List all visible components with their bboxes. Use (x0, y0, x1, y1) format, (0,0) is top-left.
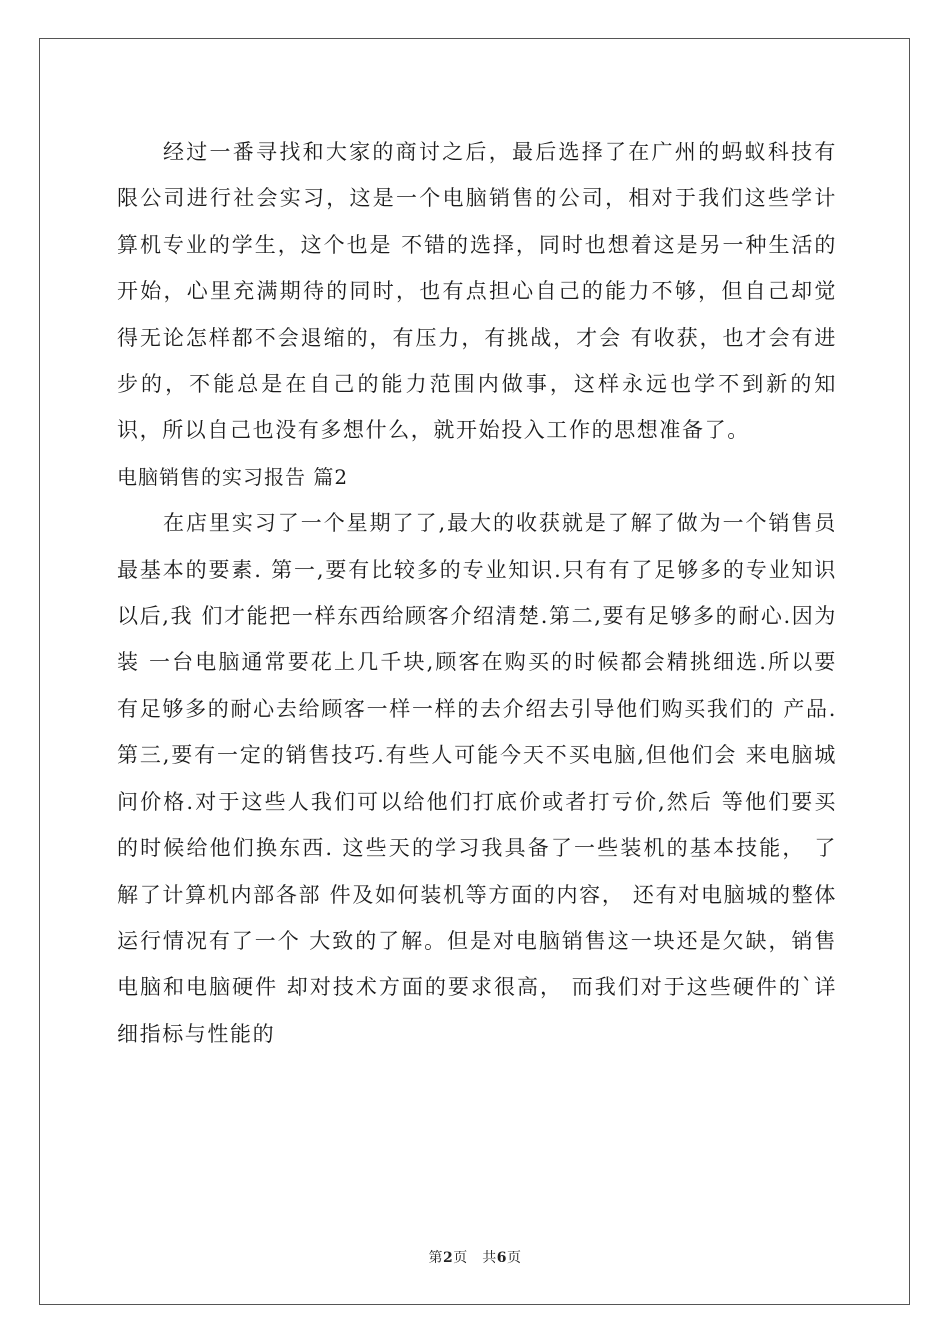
section-heading: 电脑销售的实习报告 篇2 (117, 464, 349, 489)
body-paragraph: 在店里实习了一个星期了了,最大的收获就是了解了做为一个销售员最基本的要素. 第一,要有比较多的专业知识.只有有了足够多的专业知识以后,我 们才能把一样东西给顾客介绍清楚.第二,要有足够多的耐心.因为装 一台电脑通常要花上几千块,顾客在购买的时候都会精挑细选.所以要 有足够多的耐心去给顾客一样一样的去介绍去引导他们购买我们的 产品.第三,要有一定的销售技巧.有些人可能今天不买电脑,但他们会 来电脑城问价格.对于这些人我们可以给他们打底价或者打亏价,然后 等他们要买的时候给他们换东西. 这些天的学习我具备了一些装机的基本技能， 了解了计算机内部各部 件及如何装机等方面的内容， 还有对电脑城的整体运行情况有了一个 大致的了解。但是对电脑销售这一块还是欠缺，销售电脑和电脑硬件 却对技术方面的要求很高， 而我们对于这些硬件的`详细指标与性能的 (117, 511, 837, 1046)
footer-prefix: 第 (428, 1250, 443, 1266)
footer-mid: 页 共 (453, 1250, 497, 1266)
body-paragraph: 经过一番寻找和大家的商讨之后，最后选择了在广州的蚂蚁科技有限公司进行社会实习，这是一个电脑销售的公司，相对于我们这些学计算机专业的学生，这个也是 不错的选择，同时也想着这是另一种生活的开始，心里充满期待的同时，也有点担心自己的能力不够，但自己却觉得无论怎样都不会退缩的，有压力，有挑战，才会 有收获，也才会有进步的，不能总是在自己的能力范围内做事，这样永远也学不到新的知识，所以自己也没有多想什么，就开始投入工作的思想准备了。 (117, 140, 837, 443)
page-footer (0, 1247, 950, 1267)
footer-total-pages: 6 (496, 1250, 507, 1266)
footer-suffix: 页 (507, 1250, 522, 1266)
footer-page-number: 2 (443, 1250, 454, 1266)
document-body (117, 129, 837, 1057)
